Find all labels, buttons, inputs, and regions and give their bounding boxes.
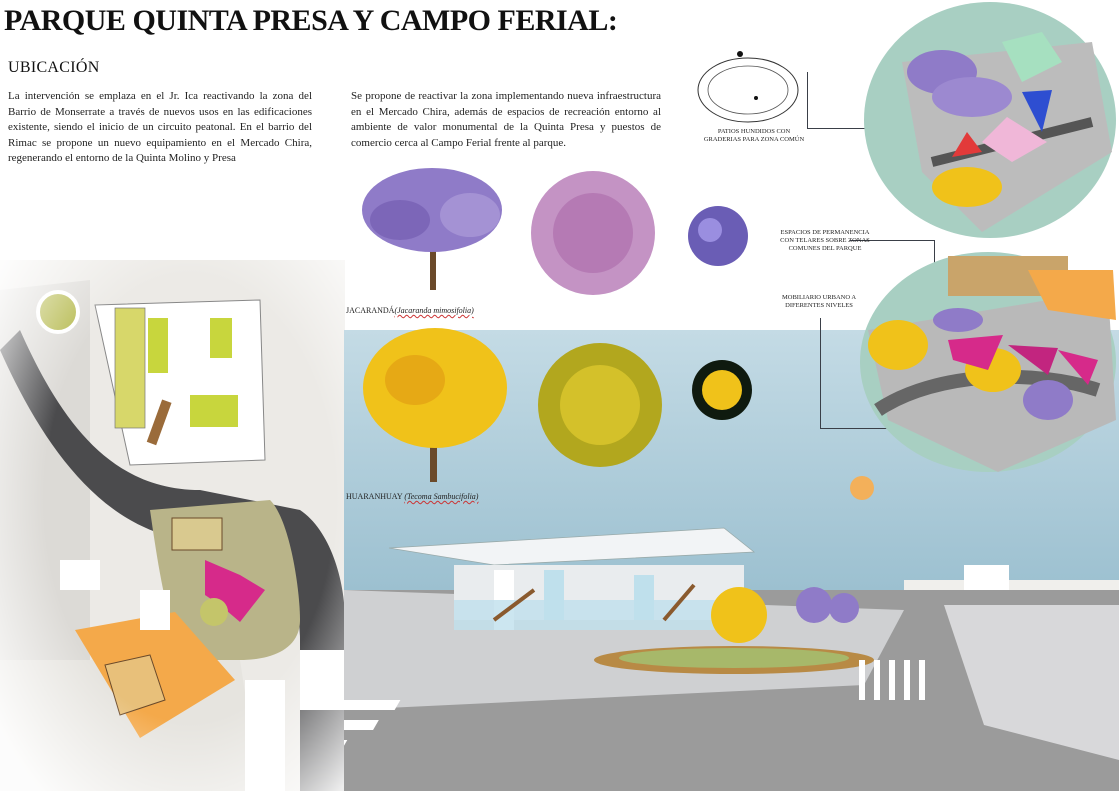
species-gallery (360, 160, 760, 500)
jacaranda-tree-icon (362, 168, 502, 290)
location-description: La intervención se emplaza en el Jr. Ica reactivando la zona del Barrio de Monserrate a través de nuevos usos en las edificaciones existente, siendo el inicio de un circuito peatonal. En el barrio del Rimac se propone un nuevo equipamiento en el Mercado Chira, regenerando el entorno de la Quinta Molino y Presa (8, 90, 312, 164)
proposal-description: Se propone de reactivar la zona implementando nueva infraestructura en el Mercado Chira, además de espacios de recreación entorno al ambiente de valor monumental de la Quinta Presa y puestos de comercio cerca al Campo Ferial frente al parque. (351, 90, 661, 149)
sun-mark (850, 476, 874, 500)
page-title: PARQUE QUINTA PRESA Y CAMPO FERIAL: (4, 4, 618, 37)
section-heading: UBICACIÓN (8, 59, 100, 76)
callout-mobiliario: MOBILIARIO URBANO A DIFERENTES NIVELES (781, 294, 857, 309)
sunken-patio-diagram (696, 48, 802, 124)
species-label-huaranhuay: HUARANHUAY (Tecoma Sambucifolia) (346, 492, 479, 501)
species-label-jacaranda: JACARANDÁ(Jacaranda mimosifolia) (346, 306, 474, 315)
vignette-urban-furniture (858, 250, 1119, 475)
vignette-canopies (862, 2, 1119, 241)
callout-espacios: ESPACIOS DE PERMANENCIA CON TELARES SOBRE ZONAS COMUNES DEL PARQUE (780, 229, 870, 252)
callout-patios: PATIOS HUNDIDOS CON GRADERIAS PARA ZONA COMÚN (703, 128, 805, 143)
site-plan (0, 260, 345, 791)
huaranhuay-tree-icon (363, 328, 507, 482)
